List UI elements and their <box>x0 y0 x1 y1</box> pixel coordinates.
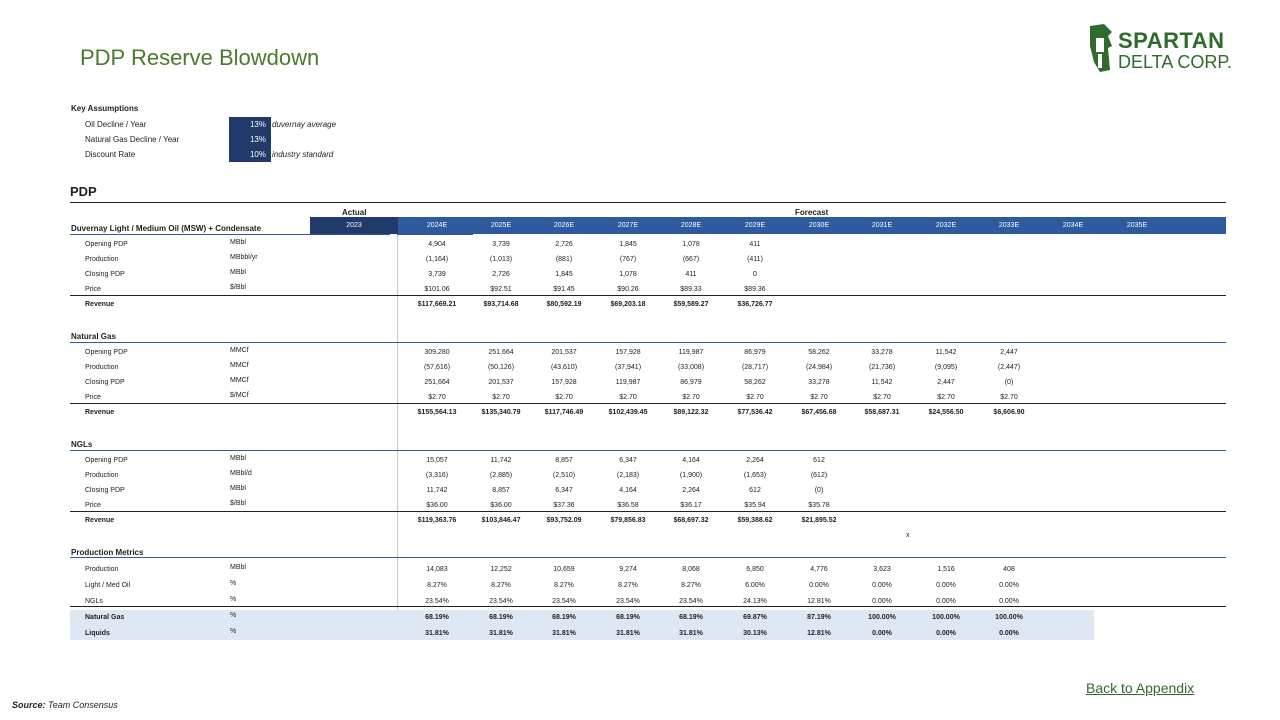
row-unit: MMCf <box>230 377 249 384</box>
year-header-2026E: 2026E <box>553 222 575 229</box>
table-cell: $117,669.21 <box>417 301 457 308</box>
row-unit: $/Bbl <box>230 284 246 291</box>
assumption-label: Natural Gas Decline / Year <box>85 135 180 144</box>
year-header-2023: 2023 <box>346 222 362 229</box>
table-cell: $36,726.77 <box>737 301 773 308</box>
assumption-label: Discount Rate <box>85 150 136 159</box>
table-cell: $80,592.19 <box>546 301 582 308</box>
table-cell: 0.00% <box>872 598 892 605</box>
table-row <box>0 485 1280 499</box>
table-cell: 12.81% <box>807 630 831 637</box>
table-cell: 6.00% <box>745 582 765 589</box>
year-header-2033E: 2033E <box>998 222 1020 229</box>
table-cell: 87.19% <box>807 614 831 621</box>
table-cell: 4,776 <box>810 566 828 573</box>
source-label: Source: <box>12 700 46 710</box>
table-cell: 23.54% <box>552 598 576 605</box>
table-cell: 2,726 <box>555 241 573 248</box>
table-cell: 12.81% <box>807 598 831 605</box>
table-cell: 2,264 <box>682 487 700 494</box>
table-cell: $135,340.79 <box>481 409 521 416</box>
year-header-2031E: 2031E <box>871 222 893 229</box>
table-cell: 0 <box>753 271 757 278</box>
table-cell: 2,447 <box>1000 349 1018 356</box>
table-cell: $36.17 <box>680 502 702 509</box>
table-cell: 6,850 <box>746 566 764 573</box>
row-label: Light / Med Oil <box>85 582 131 589</box>
table-cell: 612 <box>749 487 761 494</box>
table-cell: $102,439.45 <box>608 409 648 416</box>
table-cell: $119,363.76 <box>417 517 457 524</box>
table-cell: (21,736) <box>868 364 896 371</box>
assumptions-title: Key Assumptions <box>71 104 139 113</box>
table-cell: 58,262 <box>808 349 830 356</box>
table-cell: (43,610) <box>550 364 578 371</box>
table-cell: 23.54% <box>616 598 640 605</box>
table-row <box>0 239 1280 253</box>
table-cell: 9,274 <box>619 566 637 573</box>
table-row <box>0 580 1280 594</box>
row-label: Opening PDP <box>85 349 128 356</box>
table-cell: 2,726 <box>492 271 510 278</box>
table-row <box>0 628 1280 642</box>
row-label: Price <box>85 394 101 401</box>
table-cell: 4,904 <box>428 241 446 248</box>
table-cell: (2,447) <box>997 364 1021 371</box>
group-divider <box>70 557 1226 558</box>
table-cell: (9,095) <box>934 364 958 371</box>
table-row <box>0 455 1280 469</box>
table-cell: 8.27% <box>427 582 447 589</box>
table-cell: $24,556.50 <box>928 409 964 416</box>
row-label: Opening PDP <box>85 457 128 464</box>
table-cell: $36.00 <box>426 502 448 509</box>
table-row <box>0 515 1280 529</box>
back-to-appendix-link[interactable]: Back to Appendix <box>1086 680 1195 696</box>
table-cell: 0.00% <box>872 630 892 637</box>
year-header-2027E: 2027E <box>617 222 639 229</box>
table-cell: 3,739 <box>492 241 510 248</box>
table-cell: (767) <box>619 256 637 263</box>
actual-header: Actual <box>342 208 367 217</box>
table-cell: 86,979 <box>680 379 702 386</box>
table-cell: 2,447 <box>937 379 955 386</box>
table-cell: $2.70 <box>1000 394 1018 401</box>
table-cell: 1,845 <box>619 241 637 248</box>
year-header-2030E: 2030E <box>808 222 830 229</box>
table-cell: 4,164 <box>619 487 637 494</box>
group-divider <box>70 450 1226 451</box>
assumption-row <box>85 117 345 132</box>
table-row <box>0 612 1280 626</box>
table-cell: 6,347 <box>555 487 573 494</box>
table-row <box>0 362 1280 376</box>
page-title: PDP Reserve Blowdown <box>80 45 320 70</box>
table-cell: $89.33 <box>680 286 702 293</box>
year-header-2024E: 2024E <box>426 222 448 229</box>
table-cell: 23.54% <box>425 598 449 605</box>
table-cell: 86,979 <box>744 349 766 356</box>
table-cell: 0.00% <box>809 582 829 589</box>
table-cell: $6,606.90 <box>993 409 1025 416</box>
table-cell: (1,164) <box>425 256 449 263</box>
table-row <box>0 377 1280 391</box>
table-cell: $93,752.09 <box>546 517 582 524</box>
table-cell: 68.19% <box>679 614 703 621</box>
table-cell: 15,057 <box>426 457 448 464</box>
group-divider <box>70 342 1226 343</box>
table-cell: 612 <box>813 457 825 464</box>
row-label: Production <box>85 472 119 479</box>
group-title: Natural Gas <box>71 332 116 341</box>
table-cell: 11,742 <box>490 457 512 464</box>
table-cell: 33,278 <box>871 349 893 356</box>
table-cell: (57,616) <box>423 364 451 371</box>
table-cell: 33,278 <box>808 379 830 386</box>
table-cell: $2.70 <box>619 394 637 401</box>
table-cell: $37.36 <box>553 502 575 509</box>
row-unit: MBbl <box>230 455 246 462</box>
table-cell: 8.27% <box>554 582 574 589</box>
table-cell: 31.81% <box>489 630 513 637</box>
source-text: Team Consensus <box>48 700 118 710</box>
table-cell: 12,252 <box>490 566 512 573</box>
table-cell: 0.00% <box>936 598 956 605</box>
table-cell: (1,653) <box>743 472 767 479</box>
assumption-row <box>85 132 345 147</box>
table-cell: 68.19% <box>616 614 640 621</box>
table-cell: (1,013) <box>489 256 513 263</box>
row-label: Closing PDP <box>85 271 125 278</box>
table-cell: $58,687.31 <box>864 409 900 416</box>
table-row <box>0 392 1280 406</box>
row-unit: MBbl/d <box>230 470 252 477</box>
table-cell: 8,857 <box>555 457 573 464</box>
spartan-helmet-icon <box>1086 22 1116 74</box>
table-cell: 8.27% <box>491 582 511 589</box>
table-cell: 201,537 <box>551 349 577 356</box>
table-cell: (411) <box>747 256 763 263</box>
table-cell: $103,846.47 <box>481 517 521 524</box>
row-label: Closing PDP <box>85 487 125 494</box>
year-header-2035E: 2035E <box>1126 222 1148 229</box>
table-cell: (881) <box>555 256 573 263</box>
group-divider <box>70 234 390 235</box>
table-cell: $101.06 <box>424 286 450 293</box>
table-cell: $89,122.32 <box>673 409 709 416</box>
table-cell: $67,456.68 <box>801 409 837 416</box>
table-cell: 0.00% <box>999 582 1019 589</box>
table-cell: 0.00% <box>999 630 1019 637</box>
row-label: Revenue <box>85 409 115 416</box>
table-cell: 23.54% <box>489 598 513 605</box>
table-row <box>0 284 1280 298</box>
table-cell: $92.51 <box>490 286 512 293</box>
assumption-label: Oil Decline / Year <box>85 120 147 129</box>
table-cell: 309,280 <box>424 349 450 356</box>
row-label: Price <box>85 286 101 293</box>
table-cell: $2.70 <box>810 394 828 401</box>
row-unit: MBbl <box>230 485 246 492</box>
table-cell: 1,078 <box>682 241 700 248</box>
table-row <box>0 347 1280 361</box>
table-row <box>0 564 1280 578</box>
table-row <box>0 299 1280 313</box>
table-cell: $91.45 <box>553 286 575 293</box>
table-cell: $2.70 <box>873 394 891 401</box>
table-cell: (50,126) <box>487 364 515 371</box>
table-cell: 31.81% <box>552 630 576 637</box>
company-logo <box>1086 22 1236 78</box>
table-cell: (33,008) <box>677 364 705 371</box>
table-cell: $59,589.27 <box>673 301 709 308</box>
table-cell: 6,347 <box>619 457 637 464</box>
table-cell: $2.70 <box>555 394 573 401</box>
table-cell: 0.00% <box>872 582 892 589</box>
row-unit: % <box>230 628 237 635</box>
table-cell: $59,388.62 <box>737 517 773 524</box>
year-header-2034E: 2034E <box>1062 222 1084 229</box>
row-unit: $/MCf <box>230 392 249 399</box>
table-cell: (2,510) <box>552 472 576 479</box>
row-label: Price <box>85 502 101 509</box>
table-cell: 11,742 <box>426 487 448 494</box>
table-cell: 68.19% <box>489 614 513 621</box>
assumption-row <box>85 147 345 162</box>
table-cell: 8,857 <box>492 487 510 494</box>
forecast-header: Forecast <box>795 208 829 217</box>
table-cell: 100.00% <box>868 614 896 621</box>
assumption-note: duvernay average <box>272 120 337 129</box>
assumption-value[interactable]: 13% <box>229 132 271 147</box>
section-divider <box>70 202 1226 203</box>
table-cell: (0) <box>814 487 824 494</box>
table-cell: 14,083 <box>426 566 448 573</box>
table-row <box>0 407 1280 421</box>
table-cell: 0.00% <box>936 630 956 637</box>
section-title: PDP <box>70 184 97 199</box>
table-cell: 251,664 <box>488 349 514 356</box>
table-cell: $69,203.18 <box>610 301 646 308</box>
table-cell: 31.81% <box>425 630 449 637</box>
stray-mark: x <box>906 532 910 539</box>
assumption-note: industry standard <box>272 150 334 159</box>
table-cell: $21,895.52 <box>801 517 837 524</box>
row-label: Closing PDP <box>85 379 125 386</box>
table-cell: 201,537 <box>488 379 514 386</box>
table-cell: $36.58 <box>617 502 639 509</box>
table-cell: 2,264 <box>746 457 764 464</box>
table-cell: $2.70 <box>428 394 446 401</box>
table-cell: $79,856.83 <box>610 517 646 524</box>
table-cell: (1,900) <box>679 472 703 479</box>
table-cell: 4,164 <box>682 457 700 464</box>
row-unit: MBbbl/yr <box>230 254 258 261</box>
table-cell: (2,183) <box>616 472 640 479</box>
table-row <box>0 470 1280 484</box>
table-cell: 0.00% <box>999 598 1019 605</box>
row-unit: MMCf <box>230 347 249 354</box>
table-cell: (612) <box>810 472 828 479</box>
group-title: Production Metrics <box>71 548 144 557</box>
table-cell: $155,564.13 <box>417 409 457 416</box>
table-cell: 58,262 <box>744 379 766 386</box>
row-label: Production <box>85 364 119 371</box>
table-cell: 69.87% <box>743 614 767 621</box>
table-cell: 24.13% <box>743 598 767 605</box>
table-cell: $68,697.32 <box>673 517 709 524</box>
year-header-2028E: 2028E <box>680 222 702 229</box>
table-cell: (2,885) <box>489 472 513 479</box>
table-cell: $2.70 <box>937 394 955 401</box>
row-label: Production <box>85 566 119 573</box>
row-unit: % <box>230 612 237 619</box>
table-cell: 0.00% <box>936 582 956 589</box>
table-cell: 11,542 <box>935 349 957 356</box>
table-cell: $117,746.49 <box>544 409 584 416</box>
table-cell: (24,984) <box>805 364 833 371</box>
table-cell: (37,941) <box>614 364 642 371</box>
assumption-value[interactable]: 10% <box>229 147 271 162</box>
table-cell: $35.78 <box>808 502 830 509</box>
row-unit: % <box>230 580 237 587</box>
row-label: Production <box>85 256 119 263</box>
table-cell: 1,516 <box>937 566 955 573</box>
table-cell: 68.19% <box>552 614 576 621</box>
logo-text-line2: DELTA CORP. <box>1118 52 1233 72</box>
table-cell: 3,623 <box>873 566 891 573</box>
table-cell: $2.70 <box>492 394 510 401</box>
table-cell: (3,316) <box>425 472 449 479</box>
table-cell: 68.19% <box>425 614 449 621</box>
year-header-2025E: 2025E <box>490 222 512 229</box>
table-cell: $36.00 <box>490 502 512 509</box>
table-cell: 31.81% <box>679 630 703 637</box>
table-cell: 100.00% <box>995 614 1023 621</box>
row-unit: MBbl <box>230 269 246 276</box>
row-label: NGLs <box>85 598 103 605</box>
table-cell: 3,739 <box>428 271 446 278</box>
logo-text-line1: SPARTAN <box>1118 28 1225 53</box>
table-row <box>0 254 1280 268</box>
table-row <box>0 500 1280 514</box>
table-cell: $2.70 <box>746 394 764 401</box>
table-cell: 119,987 <box>678 349 704 356</box>
table-cell: 8.27% <box>618 582 638 589</box>
row-label: Revenue <box>85 517 115 524</box>
row-unit: MMCf <box>230 362 249 369</box>
group-divider <box>397 234 473 235</box>
year-header-bar <box>310 217 1226 234</box>
row-unit: MBbl <box>230 239 246 246</box>
table-cell: 157,928 <box>615 349 641 356</box>
table-cell: (28,717) <box>741 364 769 371</box>
table-cell: (667) <box>682 256 700 263</box>
row-label: Natural Gas <box>85 614 125 621</box>
table-cell: 30.13% <box>743 630 767 637</box>
table-cell: 10,659 <box>553 566 575 573</box>
row-unit: MBbl <box>230 564 246 571</box>
table-cell: 119,987 <box>615 379 641 386</box>
table-row <box>0 269 1280 283</box>
table-cell: 11,542 <box>871 379 893 386</box>
table-cell: 100.00% <box>932 614 960 621</box>
year-header-2029E: 2029E <box>744 222 766 229</box>
table-cell: 411 <box>685 271 697 278</box>
table-cell: (0) <box>1004 379 1014 386</box>
table-row <box>0 596 1280 610</box>
row-label: Opening PDP <box>85 241 128 248</box>
table-cell: $35.94 <box>744 502 766 509</box>
source-note <box>12 700 118 710</box>
row-unit: % <box>230 596 237 603</box>
group-title: Duvernay Light / Medium Oil (MSW) + Condensate <box>71 224 262 233</box>
table-cell: 1,845 <box>555 271 573 278</box>
table-cell: $93,714.68 <box>483 301 519 308</box>
table-cell: 8,068 <box>682 566 700 573</box>
table-cell: 411 <box>749 241 761 248</box>
table-cell: $2.70 <box>682 394 700 401</box>
table-cell: 157,928 <box>551 379 577 386</box>
table-cell: 1,078 <box>619 271 637 278</box>
year-header-2032E: 2032E <box>935 222 957 229</box>
table-cell: $89.36 <box>744 286 766 293</box>
table-cell: 408 <box>1003 566 1015 573</box>
table-cell: 23.54% <box>679 598 703 605</box>
table-cell: 31.81% <box>616 630 640 637</box>
table-cell: 251,664 <box>424 379 450 386</box>
assumption-value[interactable]: 13% <box>229 117 271 132</box>
group-title: NGLs <box>71 440 93 449</box>
table-cell: 8.27% <box>681 582 701 589</box>
row-unit: $/Bbl <box>230 500 246 507</box>
table-cell: $77,536.42 <box>737 409 773 416</box>
table-cell: $90.26 <box>617 286 639 293</box>
row-label: Revenue <box>85 301 115 308</box>
row-label: Liquids <box>85 630 110 637</box>
